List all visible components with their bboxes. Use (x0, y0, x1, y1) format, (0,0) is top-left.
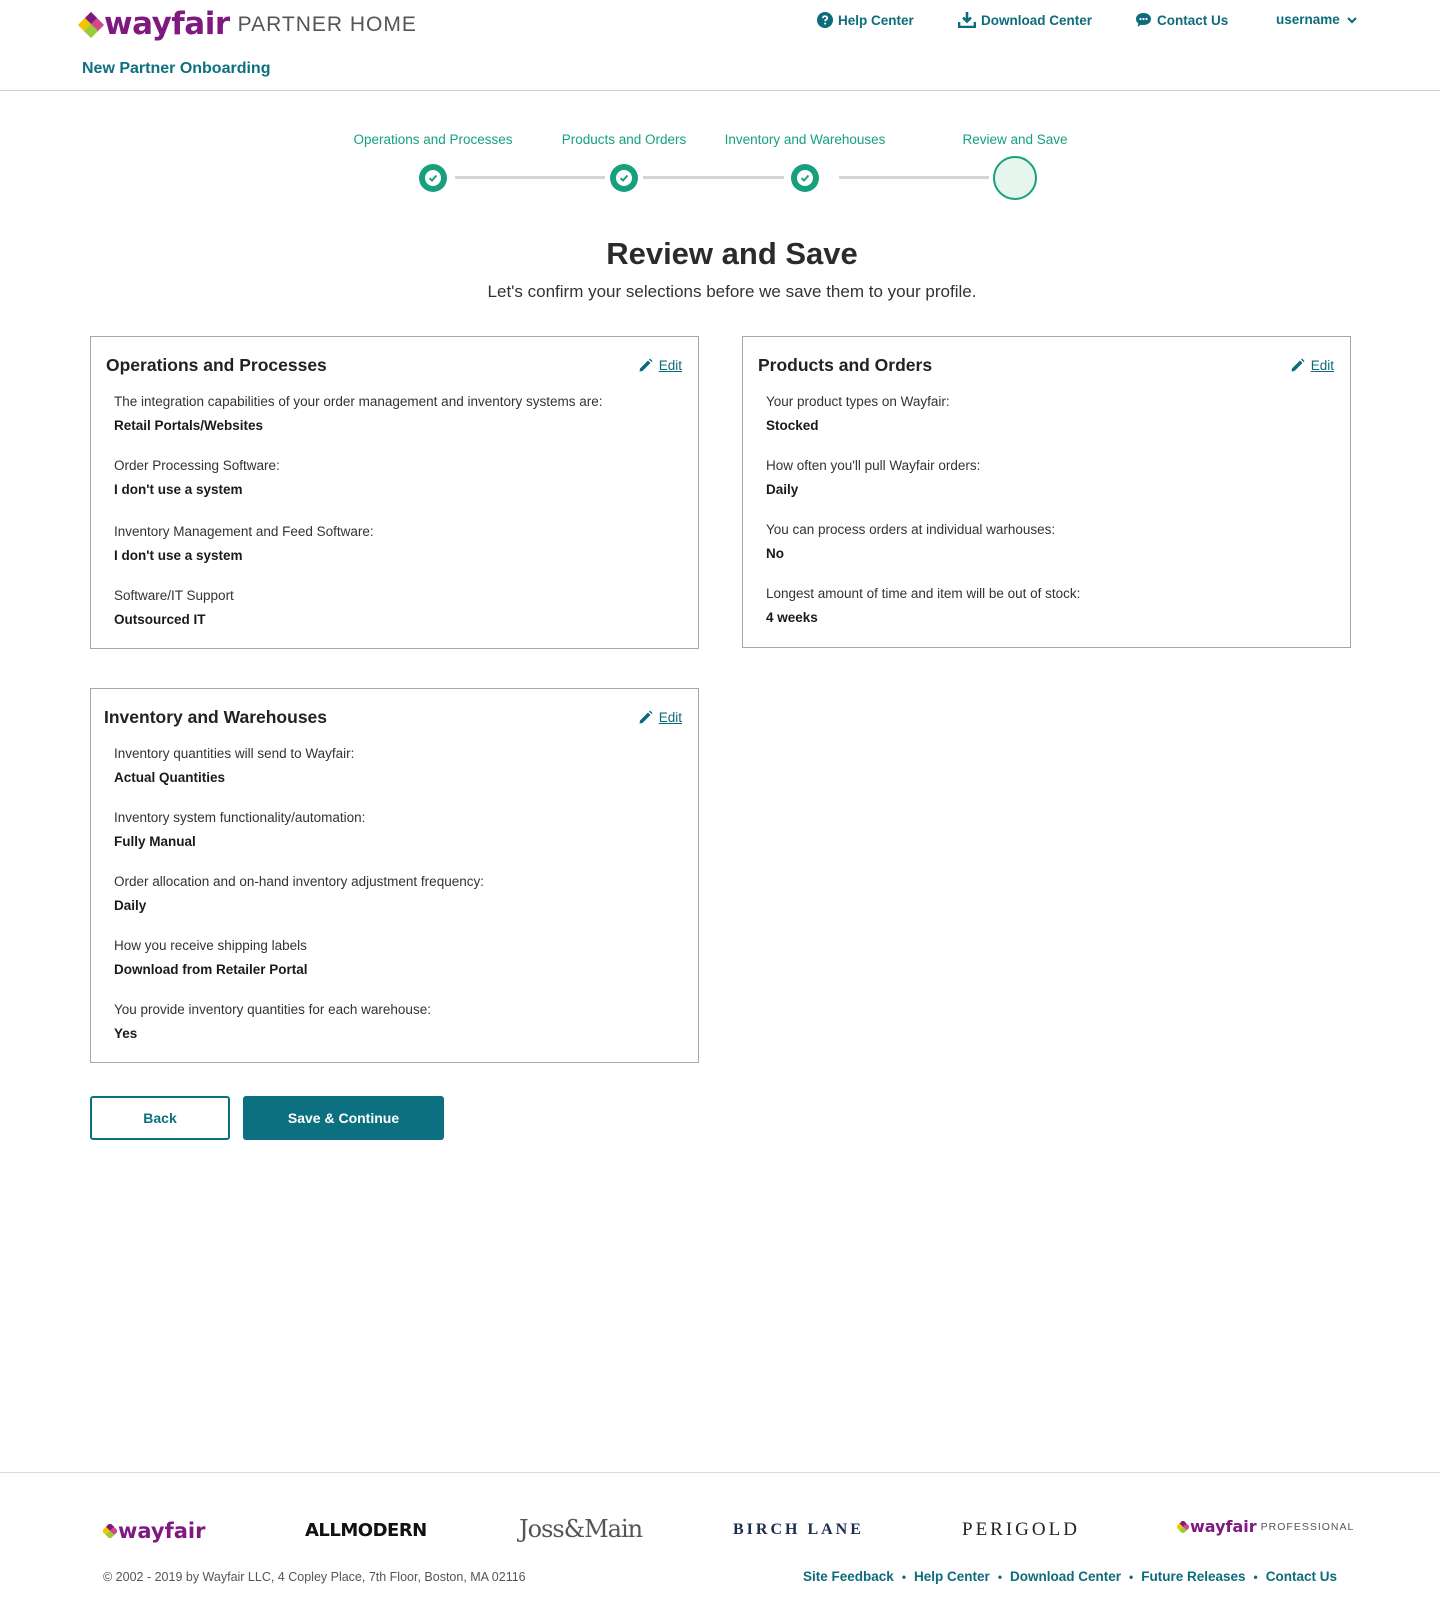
edit-label: Edit (658, 710, 682, 725)
username-label: username (1276, 12, 1340, 27)
step-current-indicator (993, 156, 1037, 200)
summary-field: The integration capabilities of your order management and inventory systems are: Retail Portals/Websites (114, 394, 603, 433)
footer-link-help-center[interactable]: Help Center (914, 1569, 990, 1584)
edit-operations-button[interactable] (638, 358, 682, 373)
summary-field: Inventory quantities will send to Wayfair: Actual Quantities (114, 746, 355, 785)
card-title: Products and Orders (758, 355, 933, 375)
step-complete-icon (791, 164, 819, 192)
step-label-review: Review and Save (962, 132, 1068, 147)
edit-label: Edit (1310, 358, 1334, 373)
page-title: Review and Save (606, 236, 858, 271)
step-connector (643, 176, 784, 179)
footer (0, 1472, 1440, 1600)
wayfair-brand-logo[interactable]: wayfair (103, 1519, 205, 1543)
step-complete-icon (419, 164, 447, 192)
back-button[interactable]: Back (90, 1096, 230, 1140)
page-description: Let's confirm your selections before we save them to your profile. (487, 282, 977, 301)
summary-field: You can process orders at individual warhouses: No (766, 522, 1056, 561)
wayfair-logo-mark-icon (80, 14, 102, 36)
summary-field: Inventory Management and Feed Software: I don't use a system (114, 524, 374, 563)
perigold-brand-logo[interactable]: PERIGOLD (962, 1519, 1080, 1540)
logo-wordmark: wayfair (104, 6, 230, 42)
question-circle-icon (817, 12, 833, 28)
edit-products-button[interactable] (1290, 358, 1334, 373)
summary-field: Longest amount of time and item will be out of stock: 4 weeks (766, 586, 1081, 625)
chat-bubble-icon (1135, 12, 1152, 28)
help-center-label: Help Center (838, 12, 914, 28)
operations-summary-card (90, 336, 699, 649)
pencil-icon (1290, 358, 1305, 373)
pencil-icon (638, 710, 653, 725)
copyright-text: © 2002 - 2019 by Wayfair LLC, 4 Copley Place, 7th Floor, Boston, MA 02116 (103, 1570, 526, 1584)
summary-field: How you receive shipping labels Download from Retailer Portal (114, 938, 308, 977)
footer-links (803, 1569, 1337, 1584)
inventory-summary-card (90, 688, 699, 1063)
footer-link-contact-us[interactable]: Contact Us (1265, 1569, 1337, 1584)
download-center-link[interactable] (958, 12, 1092, 28)
footer-separator: • (901, 1569, 907, 1584)
download-center-label: Download Center (981, 12, 1093, 28)
footer-link-download-center[interactable]: Download Center (1010, 1569, 1122, 1584)
wayfair-logo-mark-icon (103, 1524, 117, 1538)
summary-field: Order allocation and on-hand inventory adjustment frequency: Daily (114, 874, 484, 913)
footer-separator: • (1253, 1569, 1258, 1584)
section-title[interactable]: New Partner Onboarding (82, 60, 271, 77)
products-summary-card (742, 336, 1351, 648)
footer-separator: • (997, 1569, 1003, 1584)
step-complete-icon (610, 164, 638, 192)
footer-separator: • (1129, 1569, 1134, 1584)
help-center-link[interactable] (817, 12, 914, 28)
summary-field: Order Processing Software: I don't use a system (114, 458, 280, 497)
summary-field: How often you'll pull Wayfair orders: Daily (766, 458, 981, 497)
footer-link-future-releases[interactable]: Future Releases (1141, 1569, 1246, 1584)
pencil-icon (638, 358, 653, 373)
save-continue-button[interactable]: Save & Continue (243, 1096, 444, 1140)
summary-field: Your product types on Wayfair: Stocked (766, 394, 950, 433)
birchlane-brand-logo[interactable]: BIRCH LANE (733, 1521, 864, 1538)
edit-label: Edit (658, 358, 682, 373)
wayfair-logo-mark-icon (1177, 1521, 1189, 1533)
summary-field: You provide inventory quantities for each warehouse: Yes (114, 1002, 431, 1041)
step-label-operations: Operations and Processes (353, 132, 513, 147)
summary-field: Software/IT Support Outsourced IT (114, 588, 234, 627)
wayfair-partner-home-logo[interactable] (80, 6, 417, 42)
step-label-products: Products and Orders (561, 132, 687, 147)
card-title: Operations and Processes (106, 355, 327, 375)
step-connector (455, 176, 605, 179)
jossmain-brand-logo[interactable]: Joss&Main (519, 1515, 643, 1543)
step-label-inventory: Inventory and Warehouses (724, 132, 886, 147)
contact-us-link[interactable] (1135, 12, 1228, 28)
wayfair-professional-brand-logo[interactable]: wayfair PROFESSIONAL (1177, 1517, 1354, 1536)
card-title: Inventory and Warehouses (104, 707, 328, 727)
contact-us-label: Contact Us (1157, 12, 1229, 28)
logo-subtitle: PARTNER HOME (237, 13, 417, 36)
allmodern-brand-logo[interactable]: ALLMODERN (305, 1520, 427, 1541)
step-connector (839, 176, 989, 179)
user-menu[interactable] (1276, 12, 1359, 27)
chevron-down-icon (1345, 13, 1359, 27)
edit-inventory-button[interactable] (638, 710, 682, 725)
top-header (0, 0, 1440, 91)
footer-link-site-feedback[interactable]: Site Feedback (803, 1569, 894, 1584)
summary-field: Inventory system functionality/automation: Fully Manual (114, 810, 366, 849)
download-icon (958, 12, 976, 28)
